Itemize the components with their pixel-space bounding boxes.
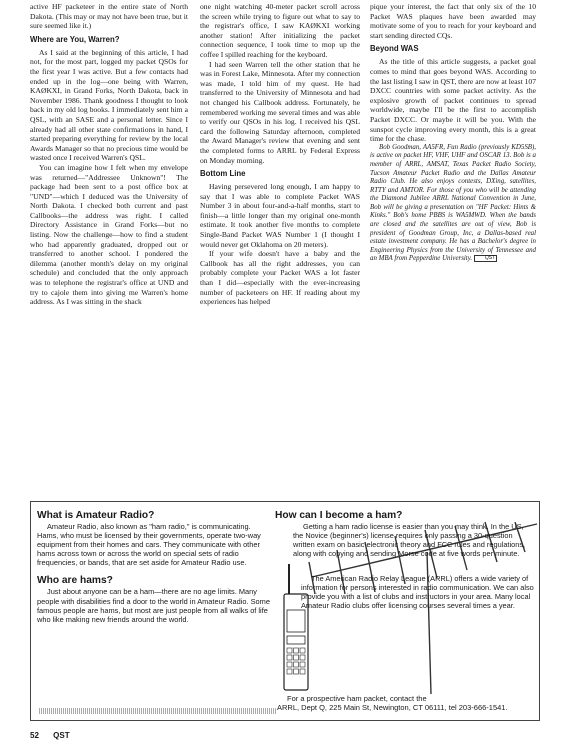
end-mark-icon: QST — [474, 255, 497, 262]
author-bio-text: Bob Goodman, AA5FR, Fun Radio (previously KD5SB), is active on packet HF, VHF, UHF and OSCAR 13. Bob is a member of ARRL, AMSAT, Texas Packet Radio Society, Tucson Amateur Packet Radio and the Dallas Amateur Radio Club. He also enjoys contests, DXing, satellites, RTTY and AMTOR. For those of you who will be attending the Diamond Jubilee ARRL National Convention in June, Bob will be giving a presentation on "HF Packet: Hints & Kinks." Bob's home PBBS is WA5MWD. When the bands are closed and the satellites are out of view, Bob is president of Goodman Group, Inc, a Dallas-based real estate investment company. He has a Bachelor's degree in Engineering Physics from the University of Tennessee and an MBA from Pepperdine University. — [370, 143, 536, 263]
contact-line-2: ARRL, Dept Q, 225 Main St, Newington, CT 06111, tel 203-666-1541. — [277, 703, 508, 713]
arrl-info-text: The American Radio Relay League (ARRL) offers a wide variety of information for persons interested in radio communication. We can also provide you with a list of clubs and instructors in your area. Many local Amateur Radio clubs offer licensing courses several times a year. — [301, 574, 534, 611]
how-become-ham-title: How can I become a ham? — [275, 510, 403, 521]
article-column-3 — [370, 2, 536, 264]
page-footer — [30, 731, 70, 740]
what-is-amateur-radio-title: What is Amateur Radio? — [37, 510, 155, 521]
what-is-amateur-radio-text: Amateur Radio, also known as "ham radio," is communicating. Hams, who must be licensed by their governments, operate two-way equipment from their homes and cars. They communicate with other hams across town or across the world on special sets of radio frequencies, or bands, that are set aside for Amateur Radio use. — [37, 522, 261, 568]
page-number: 52 — [30, 731, 39, 740]
article-column-1 — [30, 2, 188, 307]
paragraph: one night watching 40-meter packet scroll across the screen while trying to figure out what to say to the registrar's office, I saw KAØKXI working another station! After initializing the packet connection sequence, I took time to mop up the coffee I spilled reaching for the keyboard. — [200, 2, 360, 59]
who-are-hams-title: Who are hams? — [37, 575, 113, 587]
section-heading: Bottom Line — [200, 169, 246, 179]
paragraph: You can imagine how I felt when my envelope was returned—"Addressee Unknown"! The package had been sent to a post office box at "UND"—which I deduced was the University of North Dakota. I checked both current and past Callbooks—the address was right. I called Directory Assistance in Grand Forks—but no listing. Now the challenge—how to find a student who had apparently graduated, dropped out or transferred to another school. I pondered the dilemma (another month's delay on my original schedule) and concluded that the only approach was to telephone the registrar's office at UND and try to cajole them into giving me Warren's home address. As I was sitting in the shack — [30, 162, 188, 307]
magazine-name: QST — [53, 731, 70, 740]
author-bio — [370, 144, 536, 264]
arrl-info-block — [301, 574, 545, 610]
who-are-hams-text: Just about anyone can be a ham—there are no age limits. Many people with disabilities find a door to the world in Amateur Radio. Some famous people are hams, but most are just people from all walks of life who like making new friends around the world. — [37, 587, 270, 624]
paragraph: If your wife doesn't have a baby and the Callbook has all the right addresses, you can probably complete your Packet WAS a lot faster than I did—especially with the ever-increasing number of packeteers on HF. If reading about my experiences has helped — [200, 249, 360, 307]
paragraph: Having persevered long enough, I am happy to say that I was able to complete Packet WAS Number 3 in about four-and-a-half months, start to finish—a little longer than my original one-month estimate. It took another five months to complete Single-Band Packet WAS Number 1 (I thought I would never get Oklahoma on 20 meters). — [200, 182, 360, 249]
paragraph: I had seen Warren tell the other station that he was in Forest Lake, Minnesota. After my connection was made, I told him of my quest. He had transferred to the University of Minnesota and had not changed his Callbook address. Fortunately, he remembered working me several times and was able to verify our QSOs in his log. I received his QSL card the following Saturday afternoon, completed the Award Manager's review that evening and sent the completed forms to ARRL by Federal Express on Monday morning. — [200, 59, 360, 165]
how-become-ham-text: Getting a ham radio license is easier than you may think. In the US, the Novice (beginner's) license requires only passing a 30-question written exam on basic electronic theory and FCC rules and regulations, along with copying and sending Morse code at five words per minute. — [293, 522, 526, 559]
section-heading: Beyond WAS — [370, 44, 419, 54]
paragraph: As the title of this article suggests, a packet goal comes to mind that goes beyond WAS. According to the last listing I saw in QST, there are now at least 107 DXCC countries with some packet activity. As the explosive growth of packet continues to spread worldwide, maybe I'll be the first to accomplish Packet DXCC. Or maybe it will be you. With the sunspot cycle improving every month, this is a great time for the chase. — [370, 57, 536, 144]
paragraph: active HF packeteer in the entire state of North Dakota. (This may or may not have been true, but it sure seemed like it.) — [30, 2, 188, 31]
sidebar-box — [30, 501, 540, 721]
sidebar-right-column — [275, 510, 533, 558]
contact-line-1: For a prospective ham packet, contact the — [287, 694, 427, 703]
paragraph: pique your interest, the fact that only six of the 10 Packet WAS plaques have been awarded may motivate some of you to reach for your keyboard and start sending directed CQs. — [370, 2, 536, 40]
sidebar-left-column — [37, 510, 273, 624]
article-column-2 — [200, 2, 360, 307]
hatched-rule — [39, 708, 277, 714]
section-heading: Where are You, Warren? — [30, 34, 120, 44]
paragraph: As I said at the beginning of this article, I had not, for the most part, logged my packet QSOs for the first year I was active. But a few contacts had ended up in the log—one being with Warren, KAØKXI, in Grand Forks, North Dakota, back in November 1986. Thank goodness I thought to look back in my old log books. I immediately sent him a QSL, with an SASE and a personal letter. Since I already had all other state confirmations in hand, I started preparing everything for review by the local Awards Manager so that no precious time would be wasted once I received Warren's QSL. — [30, 47, 188, 163]
contact-block — [277, 694, 539, 713]
